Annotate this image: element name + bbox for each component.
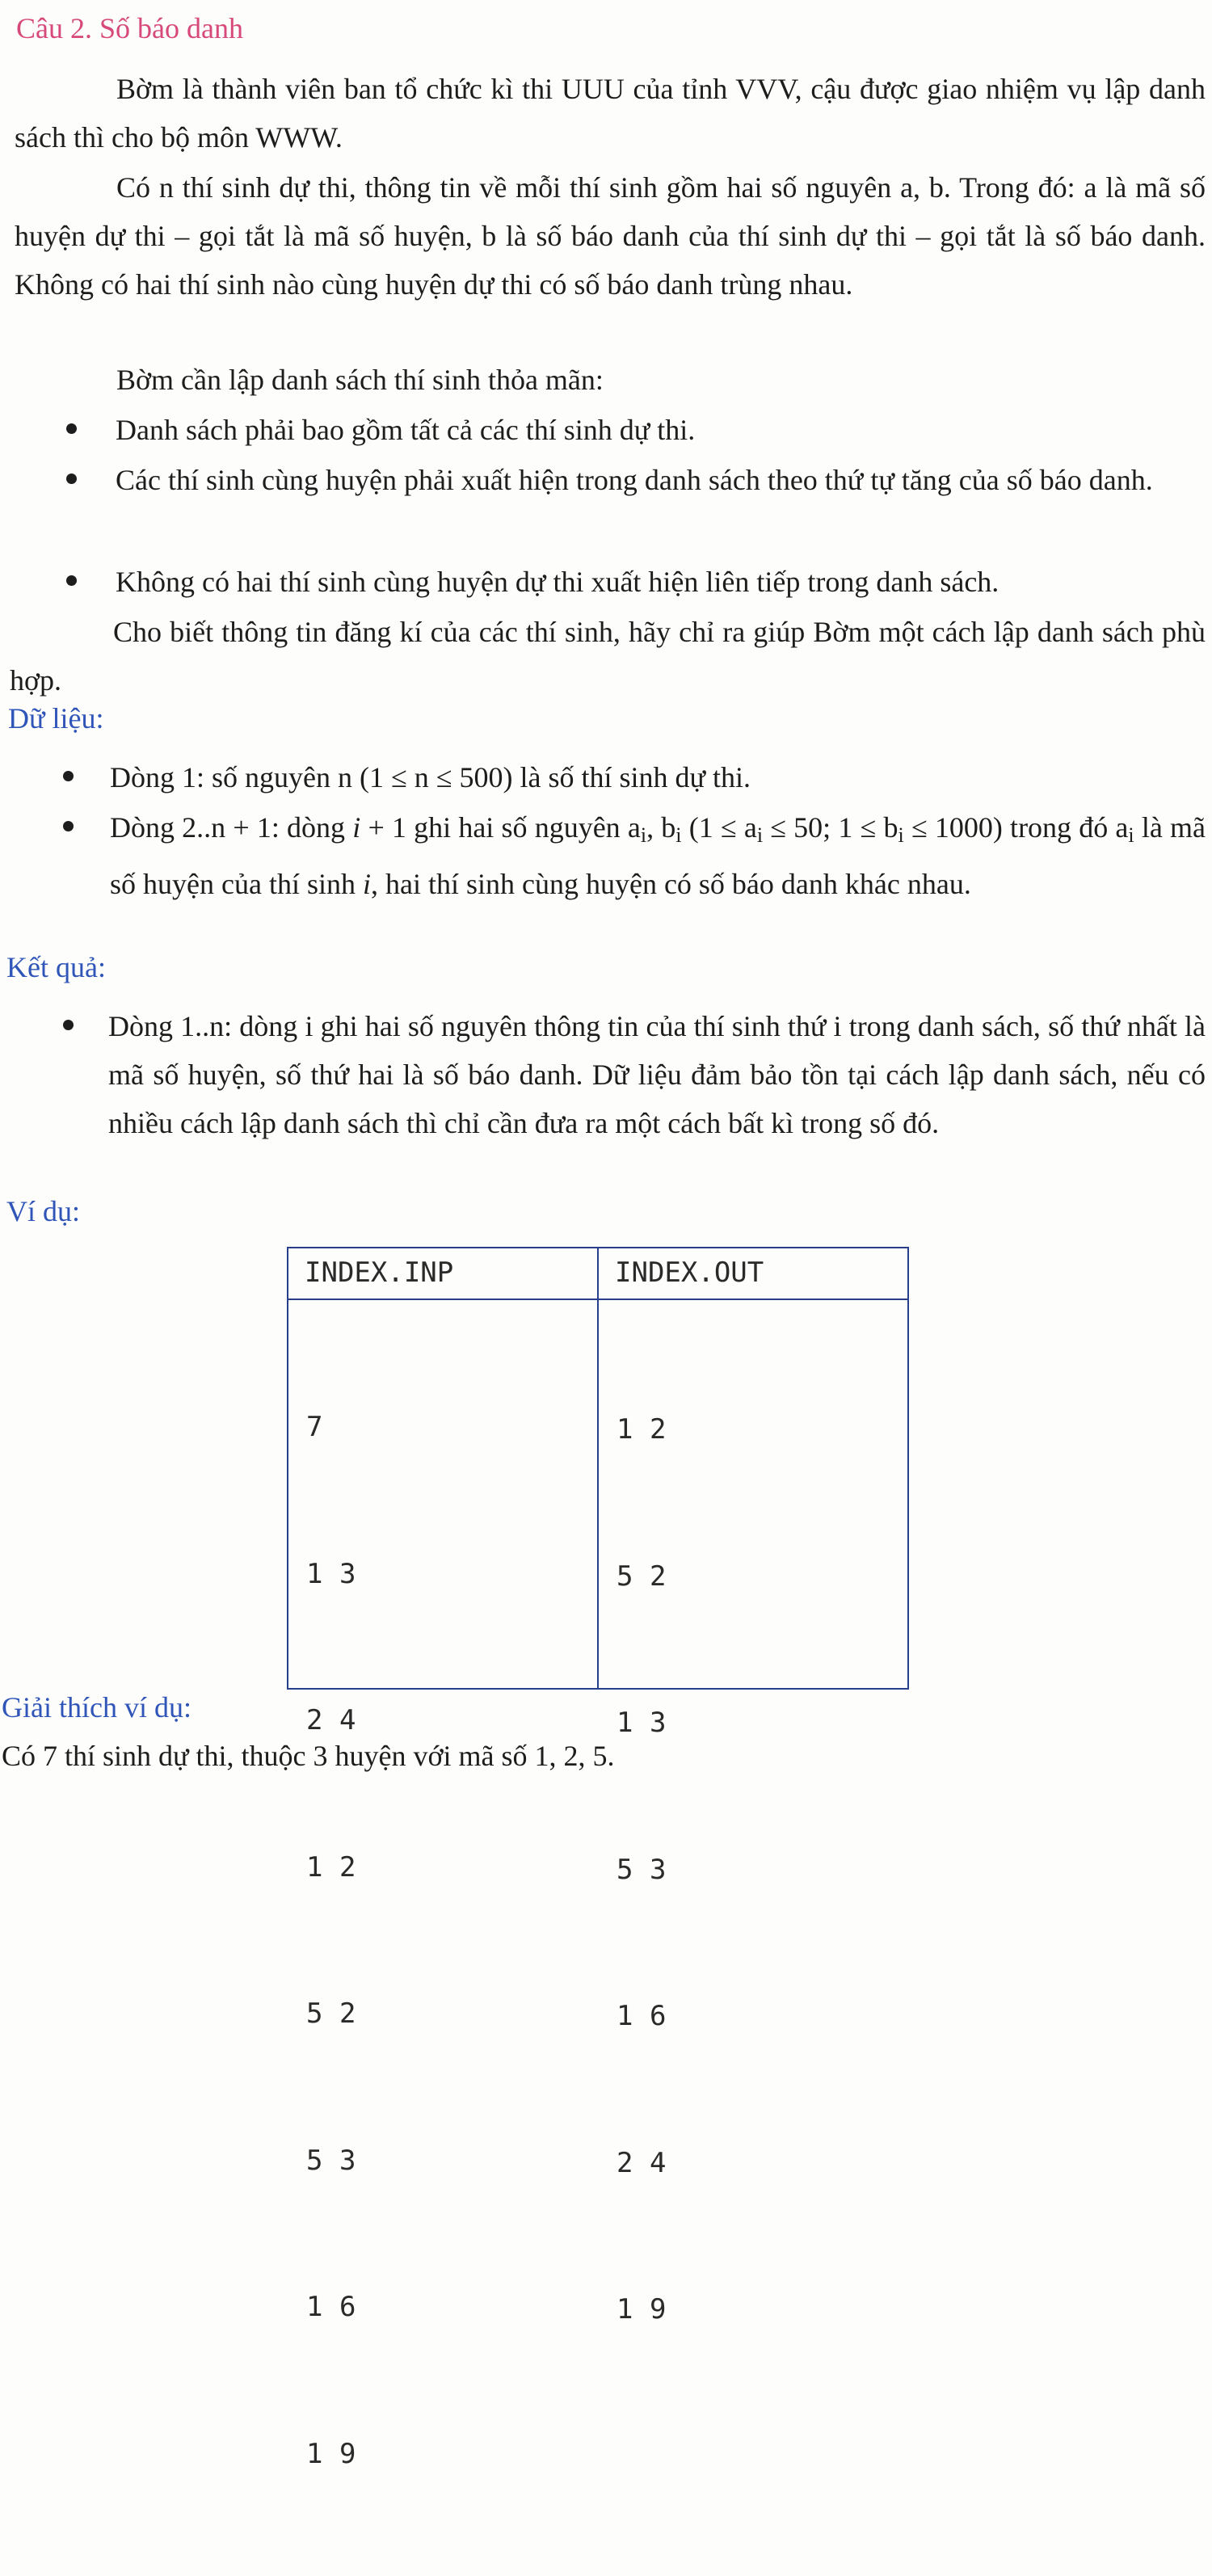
intro-paragraph-3-text: Bờm cần lập danh sách thí sinh thỏa mãn:: [116, 364, 604, 396]
output-line: 1 2: [617, 1413, 667, 1446]
output-line: 5 2: [617, 1559, 667, 1593]
condition-bullet-1: [116, 406, 1206, 454]
subscript-i: i: [675, 823, 682, 847]
bullet-dot: [66, 575, 77, 586]
output-line: 2 4: [617, 2146, 667, 2179]
explanation-line-1-text: Có 7 thí sinh dự thi, thuộc 3 huyện với mã số 1, 2, 5.: [2, 1740, 615, 1772]
input-line: 2 4: [306, 1704, 356, 1736]
intro-paragraph-4: [10, 608, 1206, 705]
subscript-i: i: [1128, 823, 1134, 847]
input-line: 1 3: [306, 1557, 356, 1590]
output-column: [617, 1307, 716, 2432]
output-line: 1 3: [617, 1707, 667, 1739]
input-line-2-text: ≤ 50; 1 ≤ b: [763, 811, 898, 844]
input-line: 1 6: [306, 2291, 356, 2323]
condition-bullet-3-text: Không có hai thí sinh cùng huyện dự thi xuất hiện liên tiếp trong danh sách.: [116, 566, 999, 598]
output-line: 1 6: [617, 2000, 667, 2032]
explanation-heading: Giải thích ví dụ:: [2, 1691, 191, 1724]
output-line-1-text: Dòng 1..n: dòng i ghi hai số nguyên thông tin của thí sinh thứ i trong danh sách, số thứ nhất là mã số huyện, số thứ hai là số báo danh. Dữ liệu đảm bảo tồn tại cách lập danh sách, nếu có nhiều cách lập danh sách thì chỉ cần đưa ra một cách bất kì trong số đó.: [108, 1010, 1206, 1139]
input-line-2-text: , b: [646, 811, 676, 844]
output-line: 1 9: [617, 2293, 667, 2326]
input-line-2-text: (1 ≤ a: [681, 811, 757, 844]
subscript-i: i: [640, 823, 647, 847]
bullet-dot: [63, 821, 74, 831]
condition-bullet-2-text: Các thí sinh cùng huyện phải xuất hiện trong danh sách theo thứ tự tăng của số báo danh.: [116, 464, 1153, 496]
input-line: 5 3: [306, 2144, 356, 2177]
input-column: [306, 1305, 406, 2576]
subscript-i: i: [898, 823, 904, 847]
problem-title: Câu 2. Số báo danh: [16, 12, 243, 44]
bullet-dot: [63, 771, 74, 781]
explanation-line-1: [2, 1736, 1206, 1776]
input-line-2-text: Dòng 2..n + 1: dòng: [110, 811, 353, 844]
input-line: 7: [306, 1411, 323, 1443]
input-line-1: [110, 753, 1206, 802]
intro-paragraph-4-text: Cho biết thông tin đăng kí của các thí sinh, hãy chỉ ra giúp Bờm một cách lập danh sách phù hợp.: [10, 616, 1206, 697]
bullet-dot: [63, 1020, 74, 1030]
condition-bullet-3: [116, 558, 1206, 606]
input-heading: Dữ liệu:: [8, 702, 104, 734]
output-heading: Kết quả:: [6, 951, 106, 983]
output-line-1: [108, 1002, 1206, 1147]
variable-i: i: [352, 811, 361, 844]
intro-paragraph-1: [15, 65, 1206, 162]
intro-paragraph-1-text: Bờm là thành viên ban tổ chức kì thi UUU của tỉnh VVV, cậu được giao nhiệm vụ lập danh sách thì cho bộ môn WWW.: [15, 73, 1206, 154]
input-line-2: [110, 803, 1206, 908]
example-heading: Ví dụ:: [6, 1195, 81, 1227]
bullet-dot: [66, 474, 77, 484]
intro-paragraph-3: [15, 356, 1206, 404]
input-file-header: INDEX.INP: [305, 1256, 454, 1289]
output-line: 5 3: [617, 1853, 667, 1886]
input-line: 1 9: [306, 2437, 356, 2470]
input-line-2-text: , hai thí sinh cùng huyện có số báo danh khác nhau.: [370, 868, 971, 900]
input-line: 1 2: [306, 1850, 356, 1884]
variable-i: i: [362, 868, 371, 900]
input-line-2-text: + 1 ghi hai số nguyên a: [360, 811, 641, 844]
input-line: 5 2: [306, 1997, 356, 2030]
example-table-divider: [597, 1248, 599, 1688]
condition-bullet-2: [116, 456, 1206, 504]
input-line-2-text: là mã số huyện của thí sinh: [110, 811, 1206, 900]
intro-paragraph-2-text: Có n thí sinh dự thi, thông tin về mỗi thí sinh gồm hai số nguyên a, b. Trong đó: a là mã số huyện dự thi – gọi tắt là mã số huyện, b là số báo danh của thí sinh dự thi – gọi tắt là số báo danh. Không có hai thí sinh nào cùng huyện dự thi có số báo danh trùng nhau.: [15, 171, 1206, 301]
subscript-i: i: [756, 823, 764, 847]
bullet-dot: [66, 423, 77, 434]
input-line-1-text: Dòng 1: số nguyên n (1 ≤ n ≤ 500) là số thí sinh dự thi.: [110, 761, 751, 793]
intro-paragraph-2: [15, 163, 1206, 309]
condition-bullet-1-text: Danh sách phải bao gồm tất cả các thí sinh dự thi.: [116, 414, 696, 446]
input-line-2-text: ≤ 1000) trong đó a: [903, 811, 1129, 844]
output-file-header: INDEX.OUT: [615, 1256, 764, 1289]
